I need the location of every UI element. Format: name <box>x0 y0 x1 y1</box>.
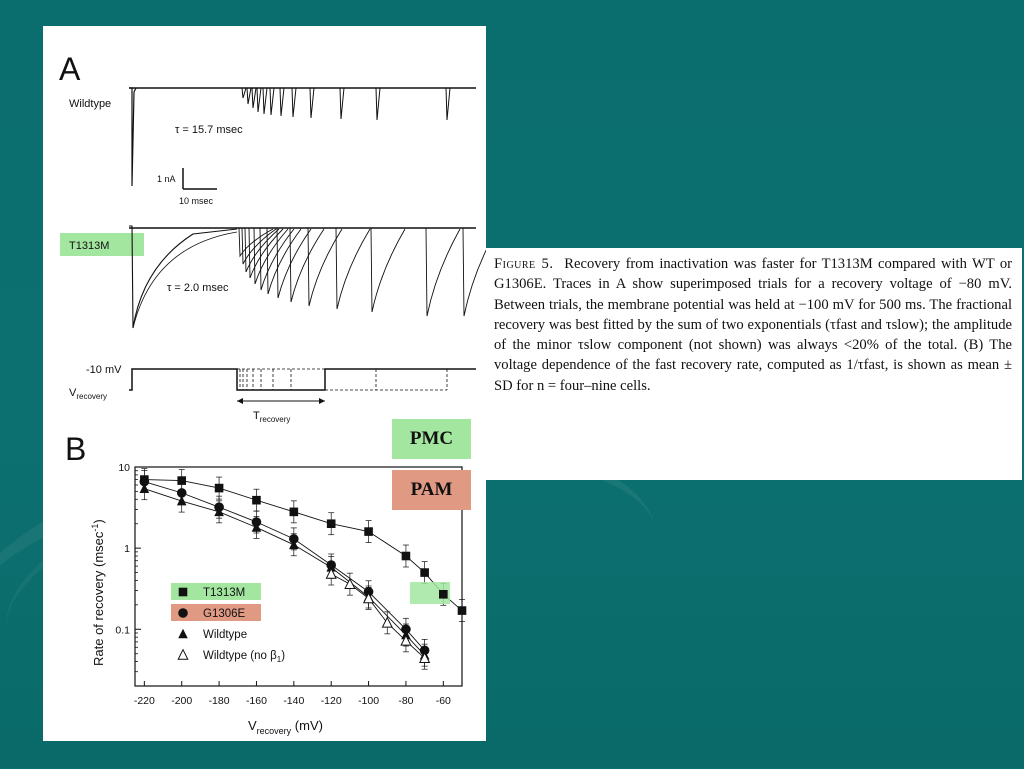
x-tick-label: -200 <box>171 695 193 707</box>
voltage-protocol <box>129 369 476 390</box>
wildtype-trace-label: Wildtype <box>69 98 112 110</box>
t1313m-test-spike <box>290 228 324 302</box>
trecovery-arrow <box>237 398 325 404</box>
chart-x-axis-label: $V_{recovery}$ (mV) <box>248 718 323 736</box>
wt-test-spike <box>252 88 256 108</box>
figure-svg <box>43 26 486 741</box>
wildtype-tau-label: τ = 15.7 msec <box>175 124 243 136</box>
trecovery-label: $T_{recovery}$ <box>253 410 291 424</box>
series-line <box>144 489 424 655</box>
wildtype-current-traces <box>129 88 476 186</box>
caption-body: Recovery from inactivation was faster for T1313M compared with WT or G1306E. Traces in A show superimposed trials for a recovery voltage of −80 mV. Between trials, the membrane potential was held at −100 mV for 500 ms. The fractional recovery was best fitted by the sum of two exponentials (τfast and τslow); the amplitude of the minor τslow component (not shown) was always <20% of the total. (B) The voltage dependence of the fast recovery rate, computed as 1/τfast, is shown as mean ± SD for n = four–nine cells. <box>494 256 1012 394</box>
t1313m-trace-label: T1313M <box>69 240 110 252</box>
legend-marker <box>178 608 188 618</box>
x-tick-label: -80 <box>398 695 414 707</box>
wt-test-spike <box>310 88 314 118</box>
pam-tag: PAM <box>392 470 471 510</box>
t1313m-test-spike <box>463 228 486 316</box>
data-point <box>439 590 448 599</box>
x-tick-label: -120 <box>320 695 342 707</box>
voltage-step-label: -10 mV <box>86 364 122 376</box>
x-tick-label: -160 <box>245 695 267 707</box>
scale-bar <box>183 168 217 189</box>
caption-figure-label: Figure 5. <box>494 256 554 272</box>
vrecovery-label: $V_{recovery}$ <box>69 387 108 401</box>
data-point <box>402 552 411 561</box>
panel-b-letter: B <box>65 431 87 467</box>
wt-test-spike <box>280 88 284 116</box>
legend-label: G1306E <box>203 608 246 620</box>
wt-test-spike <box>247 88 251 104</box>
t1313m-test-spike <box>336 228 370 309</box>
data-point <box>364 527 373 536</box>
wt-test-spike <box>263 88 267 114</box>
t1313m-first-spike <box>129 226 237 328</box>
caption-panel <box>486 248 1022 480</box>
figure-caption <box>494 254 1012 396</box>
data-point <box>420 568 429 577</box>
wt-test-spike <box>376 88 380 120</box>
legend-label: T1313M <box>203 587 246 599</box>
x-tick-label: -180 <box>208 695 230 707</box>
pmc-tag: PMC <box>392 419 471 459</box>
legend-marker <box>178 629 188 639</box>
x-tick-label: -100 <box>358 695 380 707</box>
wt-test-spike <box>340 88 344 119</box>
legend-label: Wildtype (no $\beta_1$) <box>203 650 286 664</box>
scale-current-label: 1 nA <box>157 174 176 184</box>
y-tick-label: 0.1 <box>115 624 130 637</box>
data-point <box>290 508 299 517</box>
chart-y-axis-label: Rate of recovery (msec$^{-1}$) <box>90 519 106 666</box>
data-point <box>252 496 261 505</box>
wt-test-spike <box>446 88 450 120</box>
y-tick-label: 1 <box>124 543 130 556</box>
x-tick-label: -60 <box>435 695 451 707</box>
y-tick-label: 10 <box>118 462 130 474</box>
legend-label: Wildtype <box>203 629 248 641</box>
wt-test-spike <box>292 88 296 117</box>
chart-legend <box>171 583 285 664</box>
t1313m-test-spike <box>371 228 405 312</box>
data-point <box>215 484 224 493</box>
t1313m-test-spike <box>239 228 273 256</box>
x-tick-label: -140 <box>283 695 305 707</box>
t1313m-current-traces <box>129 226 486 328</box>
legend-marker <box>178 650 188 660</box>
legend-marker <box>179 588 188 597</box>
wt-test-spike <box>242 88 246 98</box>
series-3 <box>326 563 429 669</box>
t1313m-test-spike <box>426 228 460 316</box>
t1313m-tau-label: τ = 2.0 msec <box>167 282 229 294</box>
wt-first-spike <box>129 88 136 186</box>
panel-a-letter: A <box>59 51 81 87</box>
wt-test-spike <box>257 88 261 112</box>
figure-panel <box>43 26 486 741</box>
series-line <box>144 482 424 651</box>
scale-time-label: 10 msec <box>179 196 214 206</box>
wt-test-spike <box>270 88 274 115</box>
data-point <box>458 606 467 615</box>
x-tick-label: -220 <box>133 695 155 707</box>
data-point <box>177 496 187 506</box>
protocol-main-trace <box>129 369 476 390</box>
data-point <box>327 519 336 528</box>
